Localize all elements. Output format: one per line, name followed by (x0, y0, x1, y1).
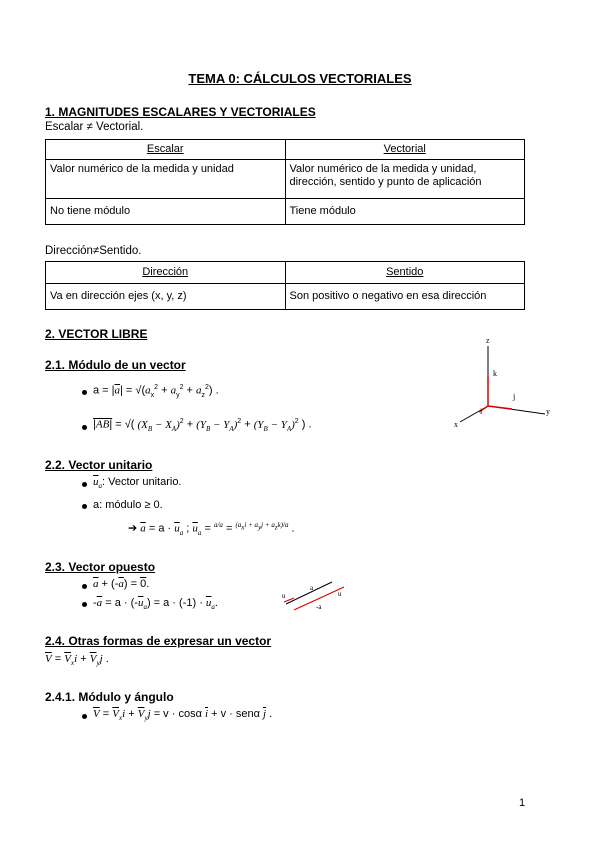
modulus-def: a: módulo ≥ 0. (93, 499, 163, 511)
bullet (82, 602, 87, 607)
table-header: Vectorial (285, 140, 525, 160)
formula-opposite-sum: $\overline{a} + (-\overline{a}) = 0$. (93, 578, 150, 590)
j-label: j (513, 392, 516, 401)
table-cell: Son positivo o negativo en esa dirección (285, 284, 525, 310)
label-ua: u (282, 592, 286, 600)
bullet (82, 584, 87, 589)
page-number: 1 (519, 797, 526, 809)
formula-modulo: $a = |\overline{a}| = √(a_x^2 + a_y^2 + a_z^2)$ . (93, 384, 219, 399)
table-cell: Va en dirección ejes (x, y, z) (46, 284, 286, 310)
bullet (82, 504, 87, 509)
formula-modulus-angle: $\overline{V} = \overline{V}_xi + \overline{V}_yj = v \cdot \cos\alpha$ $\overline{i} + v \cdot sen\alpha$ $\overline{j}$ . (93, 708, 273, 723)
table-direccion-sentido (45, 261, 525, 310)
bullet (82, 714, 87, 719)
section-2-2-heading: 2.2. Vector unitario (45, 458, 153, 472)
formula-components: $\overline{V} = \overline{V}_xi + \overline{V}_yj$ . (45, 653, 109, 668)
section-2-4-heading: 2.4. Otras formas de expresar un vector (45, 634, 272, 648)
vector-a (286, 582, 332, 604)
bullet (82, 425, 87, 430)
bullet (82, 390, 87, 395)
k-label: k (493, 369, 497, 378)
coordinate-axes-figure (450, 332, 560, 432)
table-header: Sentido (285, 262, 525, 284)
label-a: a (310, 584, 314, 592)
intro-text-2: Dirección≠Sentido. (45, 245, 142, 257)
table-header: Dirección (46, 262, 286, 284)
unit-vector-def: $\overline{u}_a$: Vector unitario. (93, 476, 182, 491)
opposite-vectors-figure (280, 580, 350, 612)
section-1-heading: 1. MAGNITUDES ESCALARES Y VECTORIALES (45, 105, 316, 119)
label-u-minus: u (338, 590, 342, 598)
label-minus-a: -a (316, 603, 322, 611)
y-label: y (546, 407, 550, 416)
i-label: i (480, 407, 483, 416)
table-header: Escalar (46, 140, 286, 160)
intro-text: Escalar ≠ Vectorial. (45, 121, 144, 133)
x-label: x (454, 420, 458, 429)
table-cell: Tiene módulo (285, 199, 525, 225)
bullet (82, 482, 87, 487)
table-cell: Valor numérico de la medida y unidad (46, 160, 286, 199)
section-2-4-1-heading: 2.4.1. Módulo y ángulo (45, 690, 174, 704)
table-cell: Valor numérico de la medida y unidad, dirección, sentido y punto de aplicación (285, 160, 525, 199)
section-2-1-heading: 2.1. Módulo de un vector (45, 358, 186, 372)
z-label: z (486, 336, 490, 345)
formula-unit-vector: ➔ $\overline{a} = a \cdot \overline{u}_a$ ; $\overline{u}_a = ^{a/a} = ^{(a_xi + a_yj + a_zk)/a}$ . (128, 521, 295, 537)
table-cell: No tiene módulo (46, 199, 286, 225)
section-2-heading: 2. VECTOR LIBRE (45, 327, 148, 341)
j-vector (488, 406, 512, 409)
formula-modulo-ab: |AB| = √( $(X_B - X_A)^2 + (Y_B - Y_A)^2 + (Y_B - Y_A)^2$ ) . (93, 418, 312, 433)
section-2-3-heading: 2.3. Vector opuesto (45, 560, 156, 574)
table-escalar-vectorial (45, 139, 525, 225)
document-title: TEMA 0: CÁLCULOS VECTORIALES (188, 71, 412, 86)
formula-opposite-product: $-\overline{a} = a \cdot (-\overline{u}_a) = a \cdot (-1) \cdot \overline{u}_a$. (93, 597, 218, 612)
